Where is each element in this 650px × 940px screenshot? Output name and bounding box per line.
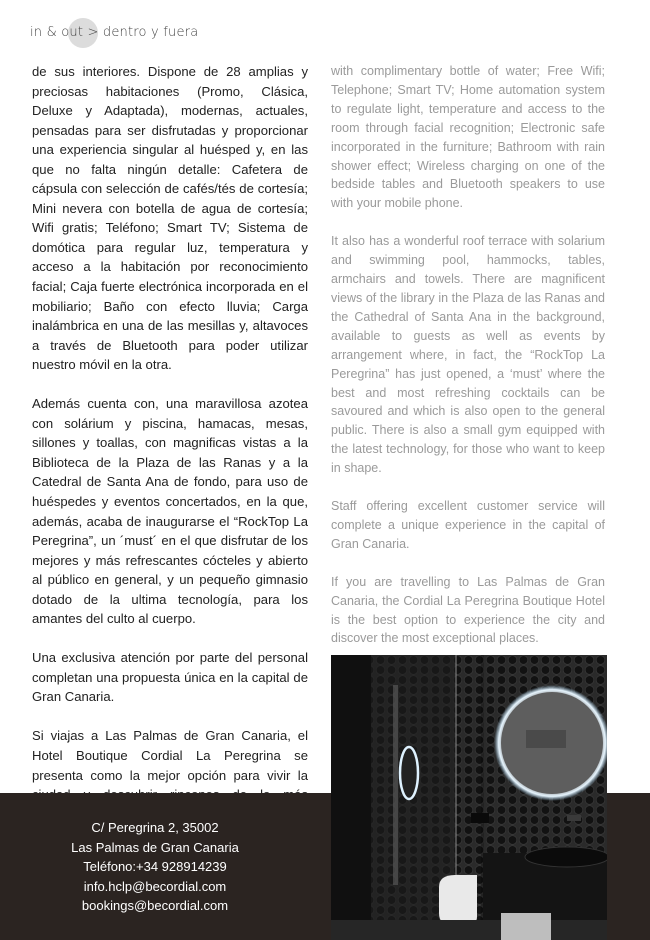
faucet xyxy=(567,815,581,821)
contact-email-info[interactable]: info.hclp@becordial.com xyxy=(83,878,227,894)
spanish-paragraph-2: Además cuenta con, una maravillosa azotea con solárium y piscina, hamacas, mesas, sillones y toallas, con magnificas vistas a la Biblioteca de la Plaza de las Ranas y a la Catedral de Santa Ana de fondo, para uso de huéspedes y eventos concertados, en la que, además, acaba de inaugurarse el “RockTop La Peregrina”, un ´must´ en el que disfrutar de los mejores y más refrescantes cócteles y abierto al público en general, y un pequeño gimnasio dotado de la ultima tecnología, para los amantes del culto al cuerpo. xyxy=(32,396,308,627)
contact-city: Las Palmas de Gran Canaria xyxy=(71,839,239,855)
spanish-paragraph-3: Una exclusiva atención por parte del personal completan una propuesta única en la capital de Gran Canaria. xyxy=(32,650,308,705)
small-oval-mirror xyxy=(400,747,418,799)
black-basin xyxy=(525,847,607,867)
contact-email-bookings[interactable]: bookings@becordial.com xyxy=(81,898,229,913)
floor xyxy=(331,920,607,940)
toilet xyxy=(439,875,477,925)
english-paragraph-3: Staff offering excellent customer service will complete a unique experience in the capital of Gran Canaria. xyxy=(331,499,605,551)
english-text-column xyxy=(331,62,605,667)
bathroom-photo-illustration xyxy=(331,655,607,940)
flush-plate xyxy=(471,813,489,823)
mirror-reflection xyxy=(526,730,566,748)
shower-column xyxy=(393,685,398,885)
spanish-paragraph-1: de sus interiores. Dispone de 28 amplias y preciosas habitaciones (Promo, Clásica, Deluxe y Adaptada), modernas, actuales, pensadas para ser disfrutadas y proporcionar una experiencia singular al huésped y, en las que no falta ningún detalle: Cafetera de cápsula con selección de cafés/tés de cortesía; Mini nevera con botella de agua de cortesía; Wifi gratis; Teléfono; Smart TV; Sistema de domótica para regular luz, temperatura y acceso a la habitación por reconocimiento facial; Caja fuerte electrónica incorporada en el mobiliario; Baño con efecto lluvia; Carga inalámbrica en una de las mesillas y, altavoces a través de Bluetooth para poder utilizar nuestro móvil en la otra. xyxy=(32,64,308,373)
contact-address: C/ Peregrina 2, 35002 xyxy=(91,820,219,835)
bathroom-photo xyxy=(331,655,607,940)
section-title: in & out > dentro y fuera xyxy=(30,25,199,40)
spanish-text-column xyxy=(32,62,308,844)
contact-phone[interactable]: Teléfono:+34 928914239 xyxy=(83,859,227,874)
spanish-paragraph-4: Si viajas a Las Palmas de Gran Canaria, el Hotel Boutique Cordial La Peregrina se presenta como la mejor opción para vivir la xyxy=(32,728,308,783)
english-paragraph-4: If you are travelling to Las Palmas de Gran Canaria, the Cordial La Peregrina Boutique Hotel is the best option to experience the city and discover the most exceptional places. xyxy=(331,574,605,646)
english-paragraph-1: with complimentary bottle of water; Free Wifi; Telephone; Smart TV; Home automation system to regulate light, temperature and access to the room through facial recognition; Electronic safe incorporated in the furniture; Bathroom with rain shower effect; Wireless charging on one of the bedside tables and Bluetooth speakers to use with your mobile phone. xyxy=(331,64,605,211)
english-paragraph-2: It also has a wonderful roof terrace with solarium and swimming pool, hammocks, tables, armchairs and towels. There are magnificent views of the library in the Plaza de las Ranas and the Cathedral of Santa Ana in the background, available to guests as well as events by arrangement where, in fact, the “RockTop La Peregrina” has just opened, a ‘must’ where the best and most refreshing cocktails can be savoured and which is also open to the general public. There is also a small gym equipped with the latest technology, for those who want to keep in shape. xyxy=(331,234,605,476)
contact-block xyxy=(0,818,310,916)
left-dark-wall xyxy=(331,655,371,940)
towel xyxy=(501,913,551,940)
